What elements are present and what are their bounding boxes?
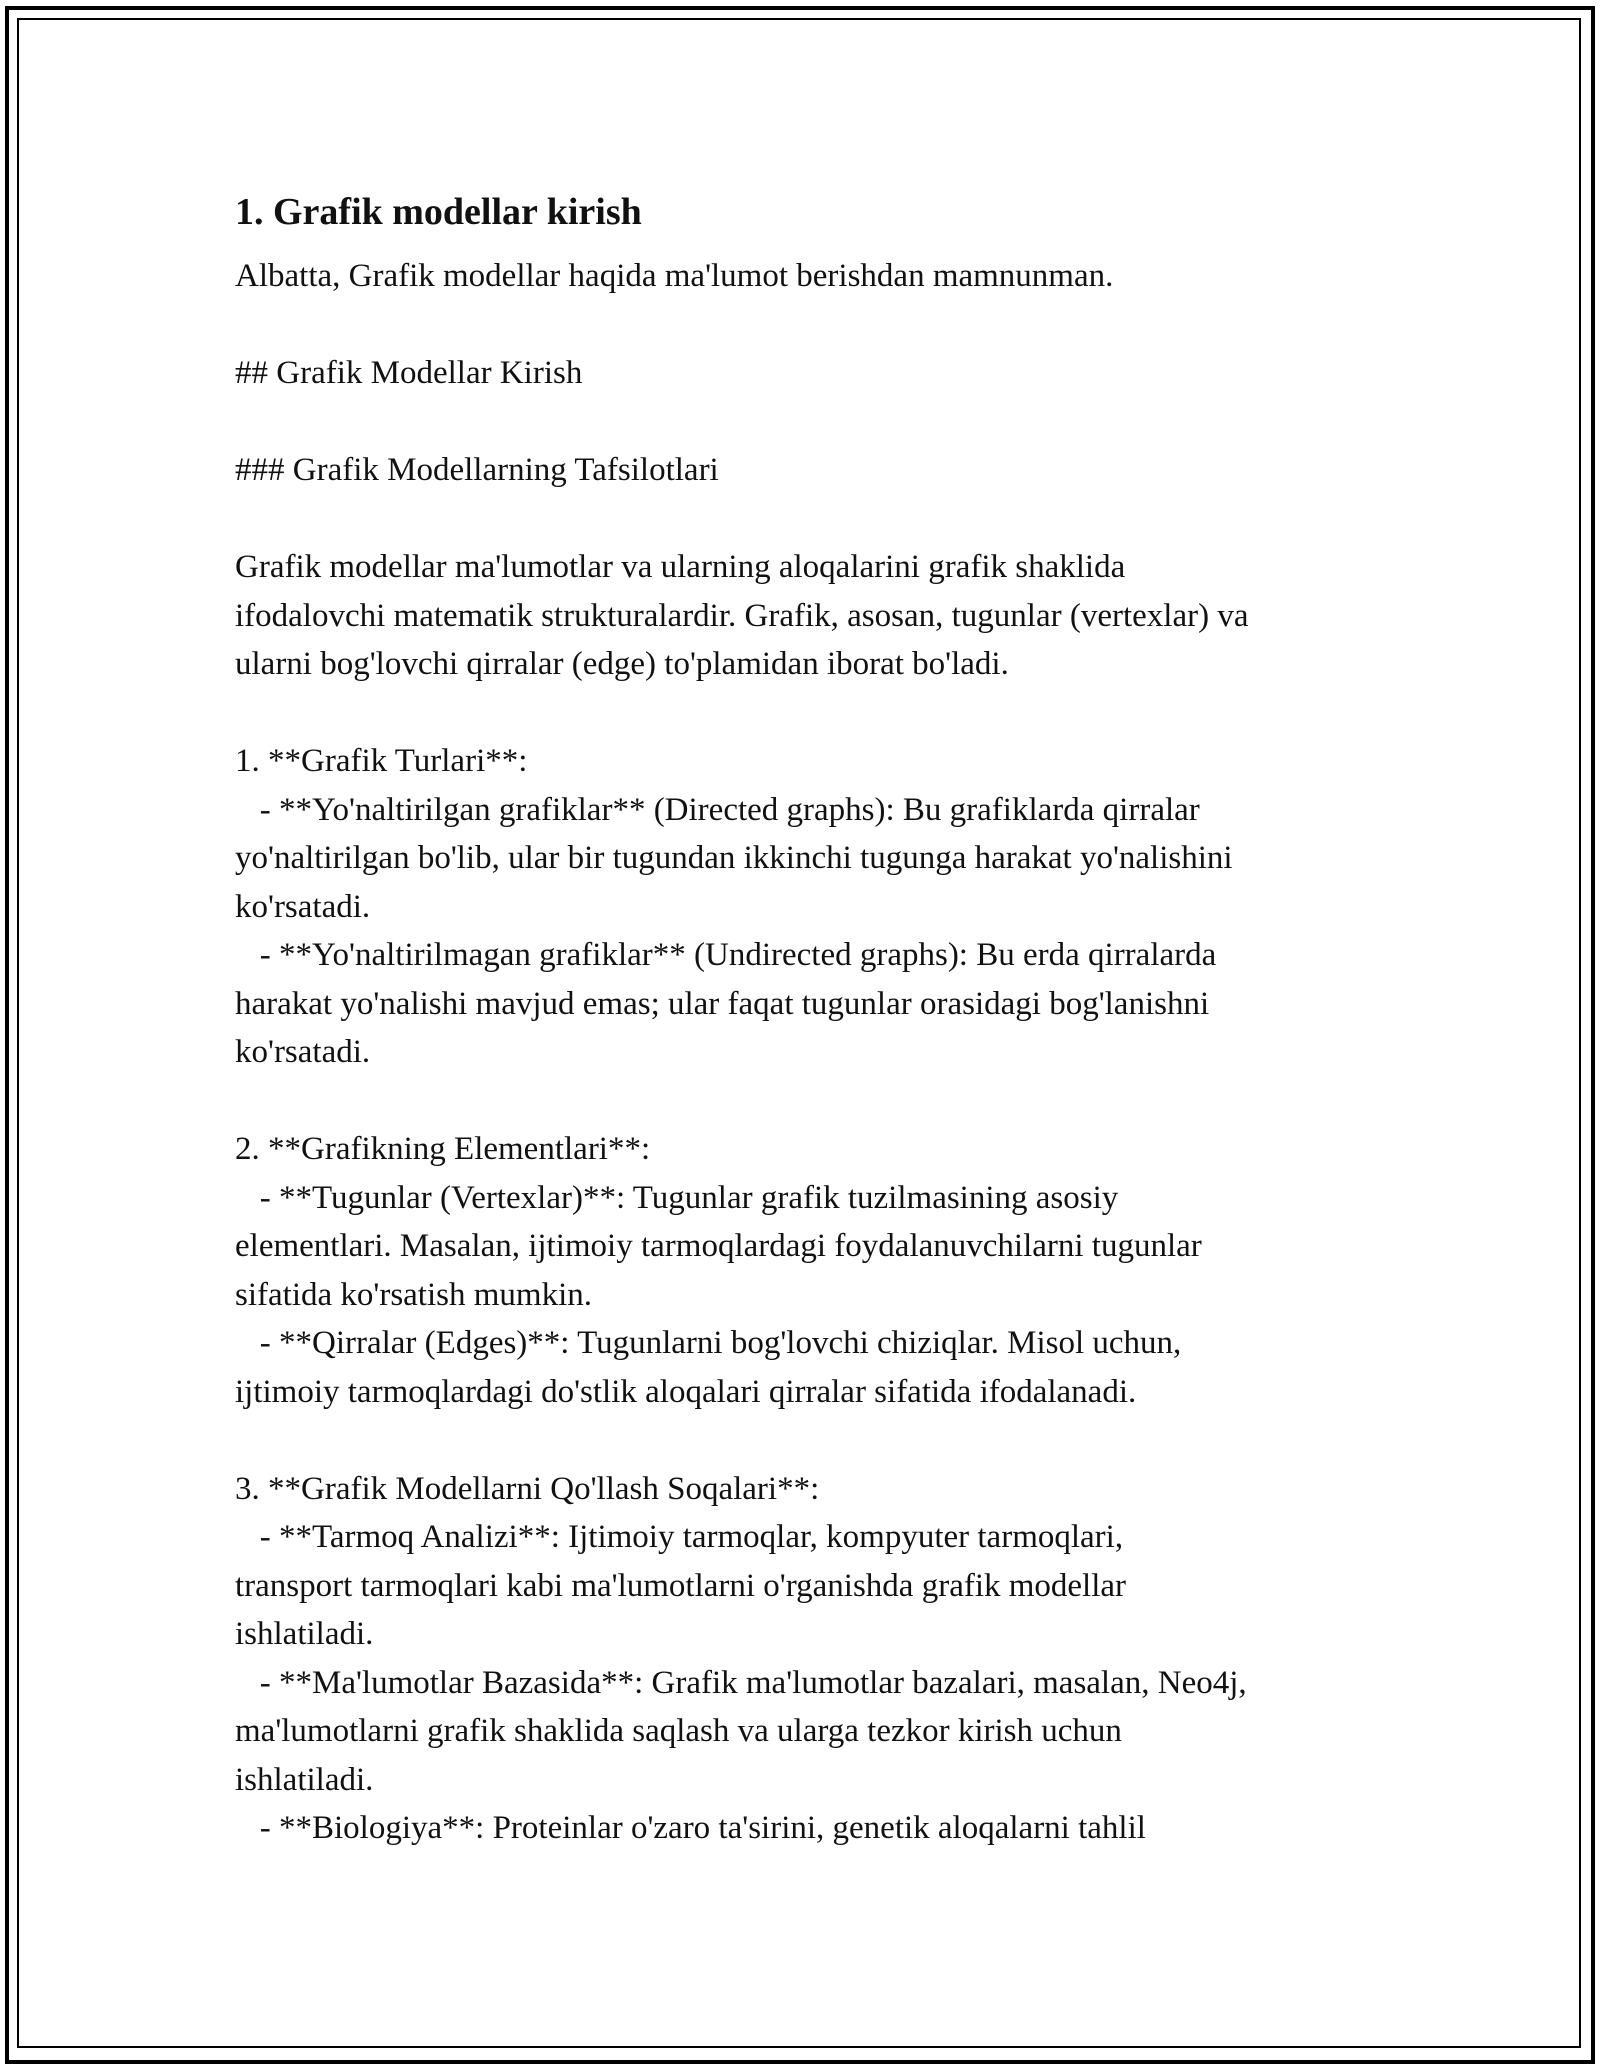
text-line: - **Tarmoq Analizi**: Ijtimoiy tarmoqlar, kompyuter tarmoqlari, [235, 1519, 1124, 1555]
document-body [235, 186, 1385, 1853]
text-line: 2. **Grafikning Elementlari**: [235, 1131, 651, 1167]
text-line: - **Yo'naltirilgan grafiklar** (Directed graphs): Bu grafiklarda qirralar [235, 791, 1200, 828]
text-line: yo'naltirilgan bo'lib, ular bir tugundan ikkinchi tugunga harakat yo'nalishini [235, 840, 1233, 876]
text-line: elementlari. Masalan, ijtimoiy tarmoqlardagi foydalanuvchilarni tugunlar [235, 1228, 1202, 1264]
text-line: - **Qirralar (Edges)**: Tugunlarni bog'lovchi chiziqlar. Misol uchun, [235, 1325, 1182, 1361]
document-text [235, 252, 1385, 1853]
text-line: Grafik modellar ma'lumotlar va ularning aloqalarini grafik shaklida [235, 549, 1126, 585]
text-line: - **Ma'lumotlar Bazasida**: Grafik ma'lumotlar bazalari, masalan, Neo4j, [235, 1664, 1247, 1701]
text-line: Albatta, Grafik modellar haqida ma'lumot berishdan mamnunman. [235, 258, 1114, 294]
blank-line [235, 689, 1385, 738]
text-line: ijtimoiy tarmoqlardagi do'stlik aloqalari qirralar sifatida ifodalanadi. [235, 1373, 1137, 1410]
blank-line [235, 1077, 1385, 1126]
text-line: 1. **Grafik Turlari**: [235, 743, 528, 779]
blank-line [235, 1416, 1385, 1465]
text-line: ishlatiladi. [235, 1761, 374, 1798]
text-line: - **Tugunlar (Vertexlar)**: Tugunlar grafik tuzilmasining asosiy [235, 1179, 1119, 1216]
text-line: sifatida ko'rsatish mumkin. [235, 1276, 592, 1313]
text-line: ## Grafik Modellar Kirish [235, 355, 583, 391]
text-line: ishlatiladi. [235, 1616, 374, 1652]
text-line: - **Yo'naltirilmagan grafiklar** (Undirected graphs): Bu erda qirralarda [235, 937, 1217, 973]
text-line: 3. **Grafik Modellarni Qo'llash Soqalari**: [235, 1470, 820, 1507]
blank-line [235, 398, 1385, 447]
document-title: 1. Grafik modellar kirish [235, 191, 642, 233]
text-line: ma'lumotlarni grafik shaklida saqlash va ularga tezkor kirish uchun [235, 1713, 1122, 1749]
text-line: ko'rsatadi. [235, 1034, 371, 1070]
blank-line [235, 301, 1385, 350]
text-line: - **Biologiya**: Proteinlar o'zaro ta'sirini, genetik aloqalarni tahlil [235, 1810, 1146, 1846]
text-line: ### Grafik Modellarning Tafsilotlari [235, 452, 719, 488]
blank-line [235, 495, 1385, 544]
text-line: harakat yo'nalishi mavjud emas; ular faqat tugunlar orasidagi bog'lanishni [235, 985, 1210, 1022]
text-line: ko'rsatadi. [235, 888, 371, 925]
text-line: ifodalovchi matematik strukturalardir. Grafik, asosan, tugunlar (vertexlar) va [235, 597, 1249, 634]
text-line: ularni bog'lovchi qirralar (edge) to'plamidan iborat bo'ladi. [235, 646, 1009, 682]
text-line: transport tarmoqlari kabi ma'lumotlarni o'rganishda grafik modellar [235, 1567, 1127, 1604]
